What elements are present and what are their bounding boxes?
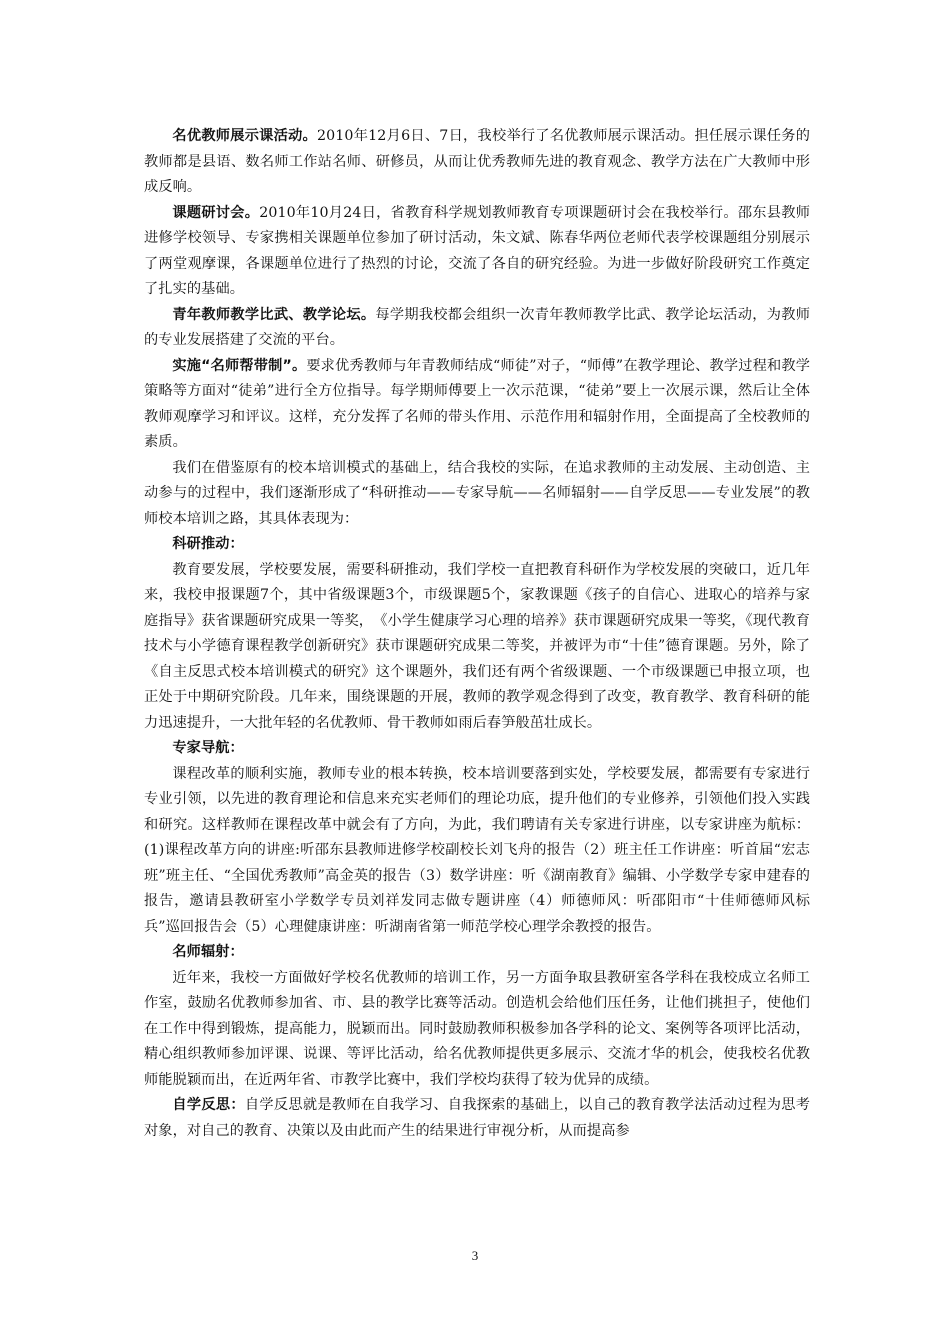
paragraph-heading: 自学反思：: [172, 1097, 245, 1113]
page-number: 3: [471, 1248, 479, 1263]
paragraph-self-reflection: [144, 1093, 810, 1144]
paragraph-text: 近年来，我校一方面做好学校名优教师的培训工作，另一方面争取县教研室各学科在我校成立名师工作室，鼓励名优教师参加省、市、县的教学比赛等活动。创造机会给他们压任务，让他们挑担子，使他们在工作中得到锻炼，提高能力，脱颖而出。同时鼓励教师积极参加各学科的论文、案例等各项评比活动，精心组织教师参加评课、说课、等评比活动，给名优教师提供更多展示、交流才华的机会，使我校名优教师能脱颖而出，在近两年省、市教学比赛中，我们学校均获得了较为优异的成绩。: [144, 969, 810, 1088]
paragraph-heading: 实施“名师帮带制”。: [172, 357, 307, 374]
paragraph-text: 我们在借鉴原有的校本培训模式的基础上，结合我校的实际，在追求教师的主动发展、主动创造、主动参与的过程中，我们逐渐形成了“科研推动——专家导航——名师辐射——自学反思——专业发展”的教师校本培训之路，其具体表现为：: [144, 459, 810, 527]
paragraph-mentorship: [144, 354, 810, 456]
paragraph-young-teacher-contest: [144, 303, 810, 354]
paragraph-heading: 青年教师教学比武、教学论坛。: [172, 306, 376, 323]
paragraph-text: 每学期我校都会组织一次青年教师教学比武、教学论坛活动，为教师的专业发展搭建了交流的平台。: [144, 306, 810, 348]
document-body: [144, 124, 810, 1144]
paragraph-training-path: [144, 456, 810, 533]
paragraph-research: [144, 558, 810, 737]
paragraph-text: 自学反思就是教师在自我学习、自我探索的基础上，以自己的教育教学法活动过程为思考对象，对自己的教育、决策以及由此而产生的结果进行审视分析，从而提高参: [144, 1097, 810, 1139]
paragraph-text: 要求优秀教师与年青教师结成“师徒”对子，“师傅”在教学理论、教学过程和教学策略等方面对“徒弟”进行全方位指导。每学期师傅要上一次示范课，“徒弟”要上一次展示课，然后让全体教师观摩学习和评议。这样，充分发挥了名师的带头作用、示范作用和辐射作用，全面提高了全校教师的素质。: [144, 357, 810, 450]
paragraph-expert: [144, 762, 810, 941]
paragraph-heading: 名优教师展示课活动。: [172, 128, 318, 144]
paragraph-text: 课程改革的顺利实施，教师专业的根本转换，校本培训要落到实处，学校要发展，都需要有专家进行专业引领，以先进的教育理论和信息来充实老师们的理论功底，提升他们的专业修养，引领他们投入实践和研究。这样教师在课程改革中就会有了方向，为此，我们聘请有关专家进行讲座，以专家讲座为航标：(1)课程改革方向的讲座:听邵东县教师进修学校副校长刘飞舟的报告（2）班主任工作讲座：听首届“宏志班”班主任、“全国优秀教师”高金英的报告（3）数学讲座：听《湖南教育》编辑、小学数学专家申建春的报告，邀请县教研室小学数学专员刘祥发同志做专题讲座（4）师德师风：听邵阳市“十佳师德师风标兵”巡回报告会（5）心理健康讲座：听湖南省第一师范学校心理学余教授的报告。: [144, 765, 810, 935]
paragraph-research-seminar: [144, 201, 810, 303]
section-heading-research: 科研推动：: [172, 536, 244, 552]
paragraph-heading: 课题研讨会。: [172, 204, 260, 221]
paragraph-text: 教育要发展，学校要发展，需要科研推动，我们学校一直把教育科研作为学校发展的突破口，近几年来，我校申报课题7个，其中省级课题3个，市级课题5个，家教课题《孩子的自信心、进取心的培养与家庭指导》获省课题研究成果一等奖， 《小学生健康学习心理的培养》获市课题研究成果一等奖，《现代教育技术与小学德育课程教学创新研究》获市课题研究成果二等奖，并被评为市“十佳”德育课题。另外，除了《自主反思式校本培训模式的研究》这个课题外，我们还有两个省级课题、一个市级课题已申报立项，也正处于中期研究阶段。几年来，围绕课题的开展，教师的教学观念得到了改变，教育教学、教育科研的能力迅速提升，一大批年轻的名优教师、骨干教师如雨后春笋般茁壮成长。: [144, 561, 810, 731]
section-heading-expert: 专家导航：: [172, 740, 244, 756]
paragraph-famous-teacher: [144, 966, 810, 1094]
paragraph-text: 2010年10月24日，省教育科学规划教师教育专项课题研讨会在我校举行。邵东县教师进修学校领导、专家携相关课题单位参加了研讨活动，朱文斌、陈春华两位老师代表学校课题组分别展示了两堂观摩课，各课题单位进行了热烈的讨论，交流了各自的研究经验。为进一步做好阶段研究工作奠定了扎实的基础。: [144, 204, 810, 297]
paragraph-showcase-lessons: [144, 124, 810, 201]
paragraph-text: 2010年12月6日、7日，我校举行了名优教师展示课活动。担任展示课任务的教师都是县语、数名师工作站名师、研修员，从而让优秀教师先进的教育观念、教学方法在广大教师中形成反响。: [144, 128, 810, 195]
section-heading-famous-teacher: 名师辐射：: [172, 944, 244, 960]
